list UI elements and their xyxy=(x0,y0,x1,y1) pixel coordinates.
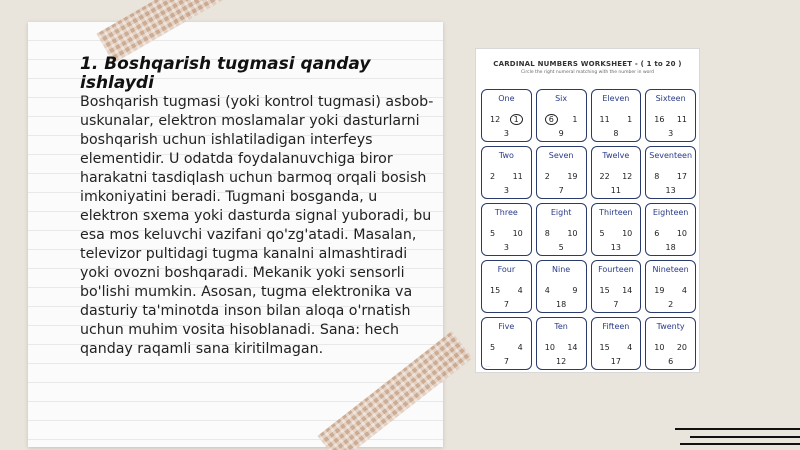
worksheet-card xyxy=(481,89,532,142)
card-number-text: 7 xyxy=(613,300,619,309)
card-number-text: 17 xyxy=(610,357,621,366)
card-number xyxy=(545,172,550,181)
card-number-text: 2 xyxy=(668,300,674,309)
card-number-text: 3 xyxy=(668,129,674,138)
card-number xyxy=(567,343,577,352)
card-number xyxy=(654,343,664,352)
card-number xyxy=(592,129,641,138)
card-number xyxy=(646,357,695,366)
card-number-text: 11 xyxy=(676,115,687,124)
worksheet-card xyxy=(645,260,696,313)
worksheet-card xyxy=(536,203,587,256)
card-number xyxy=(537,186,586,195)
worksheet-card xyxy=(481,260,532,313)
card-number-text: 20 xyxy=(676,343,687,352)
card-word: One xyxy=(498,94,515,103)
card-number xyxy=(654,115,664,124)
card-number xyxy=(513,229,523,238)
card-number-text: 4 xyxy=(544,286,550,295)
card-number-text: 1 xyxy=(510,114,523,125)
card-word: Eighteen xyxy=(652,208,689,217)
text-block xyxy=(80,55,440,359)
card-number xyxy=(592,186,641,195)
card-number xyxy=(646,243,695,252)
worksheet-card xyxy=(591,146,642,199)
card-number xyxy=(545,286,550,295)
card-number xyxy=(622,172,632,181)
card-number xyxy=(677,343,687,352)
card-number xyxy=(654,229,659,238)
card-number-text: 14 xyxy=(567,343,578,352)
card-number xyxy=(572,115,577,124)
worksheet-card xyxy=(481,203,532,256)
card-number-text: 7 xyxy=(503,357,509,366)
card-word: Twenty xyxy=(656,322,685,331)
card-word: Nine xyxy=(552,265,571,274)
card-number-text: 10 xyxy=(676,229,687,238)
card-number-text: 3 xyxy=(503,186,509,195)
card-number-text: 10 xyxy=(654,343,665,352)
card-number xyxy=(600,343,610,352)
worksheet-card xyxy=(536,89,587,142)
card-number xyxy=(545,229,550,238)
card-number xyxy=(537,300,586,309)
card-number xyxy=(646,186,695,195)
card-number-text: 6 xyxy=(545,114,558,125)
worksheet-card xyxy=(536,317,587,370)
card-word: Three xyxy=(494,208,518,217)
worksheet-footer: ... xyxy=(486,364,491,369)
card-number-text: 4 xyxy=(627,343,633,352)
worksheet-card xyxy=(645,317,696,370)
card-number-text: 8 xyxy=(654,172,660,181)
card-number-text: 5 xyxy=(490,229,496,238)
decor-line-2 xyxy=(690,436,800,438)
card-number xyxy=(622,229,632,238)
card-number-text: 5 xyxy=(599,229,605,238)
card-word: Four xyxy=(497,265,516,274)
card-number xyxy=(545,343,555,352)
card-number xyxy=(646,129,695,138)
worksheet-grid xyxy=(481,89,696,370)
card-number xyxy=(677,229,687,238)
card-number xyxy=(490,343,495,352)
card-word: Eight xyxy=(550,208,572,217)
worksheet-card xyxy=(536,260,587,313)
card-number-text: 9 xyxy=(558,129,564,138)
card-number xyxy=(518,286,523,295)
worksheet-card xyxy=(591,317,642,370)
card-word: Thirteen xyxy=(599,208,633,217)
card-word: Five xyxy=(498,322,515,331)
card-number xyxy=(490,172,495,181)
card-number xyxy=(537,243,586,252)
card-number-text: 10 xyxy=(622,229,633,238)
card-number-text: 11 xyxy=(610,186,621,195)
card-number xyxy=(513,172,523,181)
card-number xyxy=(537,129,586,138)
card-number-text: 7 xyxy=(558,186,564,195)
card-number xyxy=(627,343,632,352)
card-number xyxy=(518,343,523,352)
worksheet-card xyxy=(645,203,696,256)
card-number xyxy=(567,172,577,181)
slide-title: 1. Boshqarish tugmasi qanday ishlaydi xyxy=(80,54,371,93)
card-number-text: 19 xyxy=(567,172,578,181)
card-number xyxy=(572,286,577,295)
card-number-text: 16 xyxy=(654,115,665,124)
card-number-text: 1 xyxy=(627,115,633,124)
card-number xyxy=(592,357,641,366)
card-number-text: 3 xyxy=(503,129,509,138)
card-number xyxy=(510,115,523,124)
card-number-text: 8 xyxy=(544,229,550,238)
decor-line-1 xyxy=(675,428,800,430)
card-word: Two xyxy=(498,151,514,160)
card-word: Seven xyxy=(548,151,574,160)
card-number-text: 6 xyxy=(654,229,660,238)
worksheet-instruction: Circle the right numeral matching with the number in word xyxy=(520,70,655,75)
card-number-text: 4 xyxy=(681,286,687,295)
card-number xyxy=(677,115,687,124)
card-number xyxy=(627,115,632,124)
worksheet-card xyxy=(645,89,696,142)
card-number-text: 12 xyxy=(556,357,567,366)
card-number xyxy=(646,300,695,309)
worksheet-image xyxy=(475,48,700,373)
card-number xyxy=(482,129,531,138)
worksheet-title: CARDINAL NUMBERS WORKSHEET - ( 1 to 20 ) xyxy=(493,60,682,68)
card-number-text: 12 xyxy=(622,172,633,181)
worksheet-card xyxy=(645,146,696,199)
card-number-text: 7 xyxy=(503,300,509,309)
card-number-text: 10 xyxy=(544,343,555,352)
card-number xyxy=(682,286,687,295)
card-number xyxy=(482,243,531,252)
card-number-text: 4 xyxy=(517,286,523,295)
card-number-text: 17 xyxy=(676,172,687,181)
card-word: Six xyxy=(555,94,568,103)
card-number xyxy=(482,186,531,195)
card-number-text: 15 xyxy=(490,286,501,295)
card-word: Eleven xyxy=(602,94,630,103)
card-number xyxy=(490,115,500,124)
card-number xyxy=(490,229,495,238)
card-word: Sixteen xyxy=(655,94,686,103)
card-word: Ten xyxy=(554,322,568,331)
card-number xyxy=(537,357,586,366)
worksheet-card xyxy=(591,203,642,256)
card-number-text: 1 xyxy=(572,115,578,124)
card-number-text: 13 xyxy=(665,186,676,195)
decor-line-3 xyxy=(680,443,800,445)
card-number xyxy=(654,172,659,181)
card-number-text: 2 xyxy=(544,172,550,181)
card-number xyxy=(600,115,610,124)
card-number-text: 11 xyxy=(599,115,610,124)
card-number-text: 9 xyxy=(572,286,578,295)
card-number-text: 5 xyxy=(558,243,564,252)
card-number xyxy=(622,286,632,295)
card-number-text: 13 xyxy=(610,243,621,252)
worksheet-card xyxy=(591,260,642,313)
card-number-text: 18 xyxy=(665,243,676,252)
card-number-text: 3 xyxy=(503,243,509,252)
card-word: Seventeen xyxy=(649,151,693,160)
card-number-text: 14 xyxy=(622,286,633,295)
card-number xyxy=(600,286,610,295)
card-number xyxy=(567,229,577,238)
card-number-text: 19 xyxy=(654,286,665,295)
card-number xyxy=(654,286,664,295)
card-number-text: 5 xyxy=(490,343,496,352)
card-word: Fourteen xyxy=(598,265,634,274)
card-number-text: 10 xyxy=(567,229,578,238)
card-number xyxy=(482,300,531,309)
worksheet-card xyxy=(536,146,587,199)
card-number-text: 12 xyxy=(490,115,501,124)
card-number-text: 22 xyxy=(599,172,610,181)
card-word: Nineteen xyxy=(652,265,689,274)
worksheet-card xyxy=(591,89,642,142)
card-word: Fifteen xyxy=(602,322,630,331)
card-number-text: 18 xyxy=(556,300,567,309)
card-number-text: 6 xyxy=(668,357,674,366)
worksheet-card xyxy=(481,317,532,370)
card-number xyxy=(490,286,500,295)
card-word: Twelve xyxy=(602,151,630,160)
card-number xyxy=(592,243,641,252)
worksheet-card xyxy=(481,146,532,199)
card-number-text: 11 xyxy=(512,172,523,181)
card-number-text: 8 xyxy=(613,129,619,138)
card-number-text: 10 xyxy=(512,229,523,238)
card-number xyxy=(592,300,641,309)
card-number-text: 15 xyxy=(599,343,610,352)
card-number xyxy=(677,172,687,181)
card-number xyxy=(545,115,558,124)
card-number xyxy=(600,172,610,181)
card-number-text: 15 xyxy=(599,286,610,295)
card-number-text: 2 xyxy=(490,172,496,181)
card-number-text: 4 xyxy=(517,343,523,352)
card-number xyxy=(600,229,605,238)
slide-body: Boshqarish tugmasi (yoki kontrol tugmasi) asbob-uskunalar, elektron moslamalar yoki dasturlarni boshqarish uchun ishlatiladigan interfeys elementidir. U odatda foydalanuvchiga biror harakatni tasdiqlash uchun barmoq orqali bosish imkoniyatini beradi. Tugmani bosganda, u elektron sxema yoki dasturda signal yuboradi, bu esa mos keluvchi vazifani qo'zg'atadi. Masalan, televizor pultidagi tugma kanalni almashtiradi yoki ovozni boshqaradi. Mekanik yoki sensorli bo'lishi mumkin. Asosan, tugma elektronika va dasturiy ta'minotda inson bilan aloqa o'rnatish uchun muhim vosita hisoblanadi. Sana: hech qanday raqamli sana kiritilmagan. xyxy=(80,94,434,357)
